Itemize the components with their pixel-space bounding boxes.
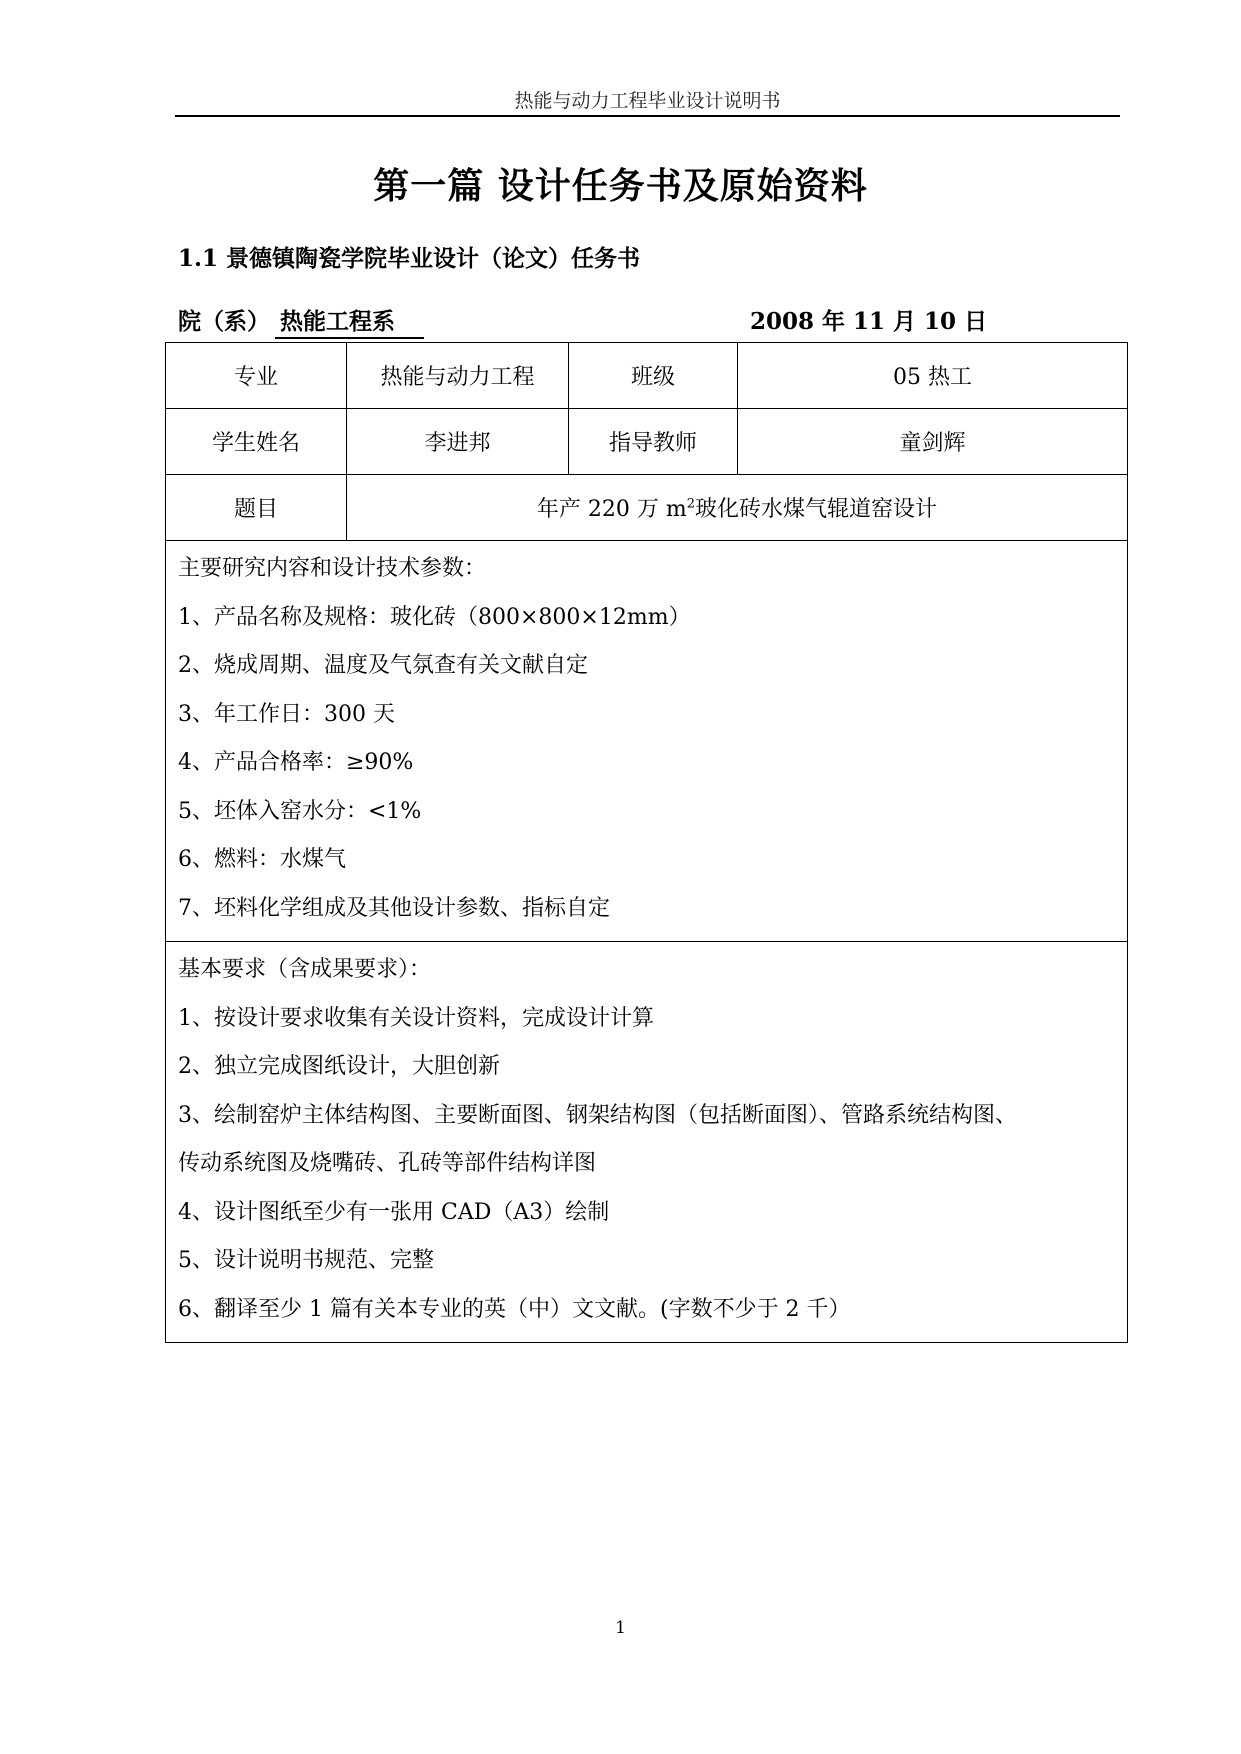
list-item: 6、翻译至少 1 篇有关本专业的英（中）文文献。(字数不少于 2 千）	[178, 1296, 851, 1322]
list-item: 5、坯体入窑水分：<1%	[178, 798, 422, 824]
list-item: 5、设计说明书规范、完整	[178, 1248, 434, 1273]
page-title: 第一篇 设计任务书及原始资料	[373, 165, 868, 207]
list-item: 7、坯料化学组成及其他设计参数、指标自定	[178, 895, 610, 921]
table-row	[166, 409, 1128, 475]
running-header: 热能与动力工程毕业设计说明书	[514, 90, 781, 112]
class-value: 05 热工	[738, 343, 1128, 409]
list-item: 2、独立完成图纸设计，大胆创新	[178, 1054, 500, 1079]
table-row	[166, 942, 1128, 1343]
list-item: 1、产品名称及规格：玻化砖（800×800×12mm）	[178, 604, 691, 630]
topic-value-superscript: 2	[686, 496, 696, 512]
advisor-value: 童剑辉	[738, 409, 1128, 475]
list-item: 4、产品合格率：≥90%	[178, 750, 414, 775]
date: 2008 年 11 月 10 日	[750, 308, 988, 335]
topic-value-prefix: 年产 220 万 m	[536, 497, 687, 522]
major-value: 热能与动力工程	[347, 343, 569, 409]
list-item: 4、设计图纸至少有一张用 CAD（A3）绘制	[178, 1199, 610, 1225]
list-item: 1、按设计要求收集有关设计资料，完成设计计算	[178, 1005, 654, 1031]
student-name-label: 学生姓名	[166, 409, 347, 475]
table-row	[166, 475, 1128, 541]
list-item: 传动系统图及烧嘴砖、孔砖等部件结构详图	[178, 1151, 597, 1176]
list-item: 6、燃料：水煤气	[178, 847, 346, 872]
requirements-cell	[166, 942, 1128, 1343]
student-name-value: 李进邦	[347, 409, 569, 475]
header-rule	[175, 115, 1120, 117]
task-table	[165, 342, 1128, 1343]
class-label: 班级	[569, 343, 738, 409]
page-number: 1	[615, 1618, 626, 1638]
list-item: 3、绘制窑炉主体结构图、主要断面图、钢架结构图（包括断面图）、管路系统结构图、	[178, 1102, 1017, 1128]
research-heading: 主要研究内容和设计技术参数：	[178, 556, 487, 581]
advisor-label: 指导教师	[569, 409, 738, 475]
topic-value	[347, 475, 1128, 541]
department-line	[178, 303, 1008, 335]
table-row	[166, 541, 1128, 942]
major-label: 专业	[166, 343, 347, 409]
department-label: 院（系）	[178, 308, 270, 335]
topic-value-suffix: 玻化砖水煤气辊道窑设计	[695, 497, 938, 522]
research-content-cell	[166, 541, 1128, 942]
list-item: 2、烧成周期、温度及气氛查有关文献自定	[178, 653, 588, 678]
topic-label: 题目	[166, 475, 347, 541]
list-item: 3、年工作日：300 天	[178, 701, 395, 727]
table-row	[166, 343, 1128, 409]
section-heading: 1.1 景德镇陶瓷学院毕业设计（论文）任务书	[178, 245, 641, 272]
department-value: 热能工程系	[275, 303, 424, 339]
requirements-heading: 基本要求（含成果要求）：	[178, 957, 432, 982]
